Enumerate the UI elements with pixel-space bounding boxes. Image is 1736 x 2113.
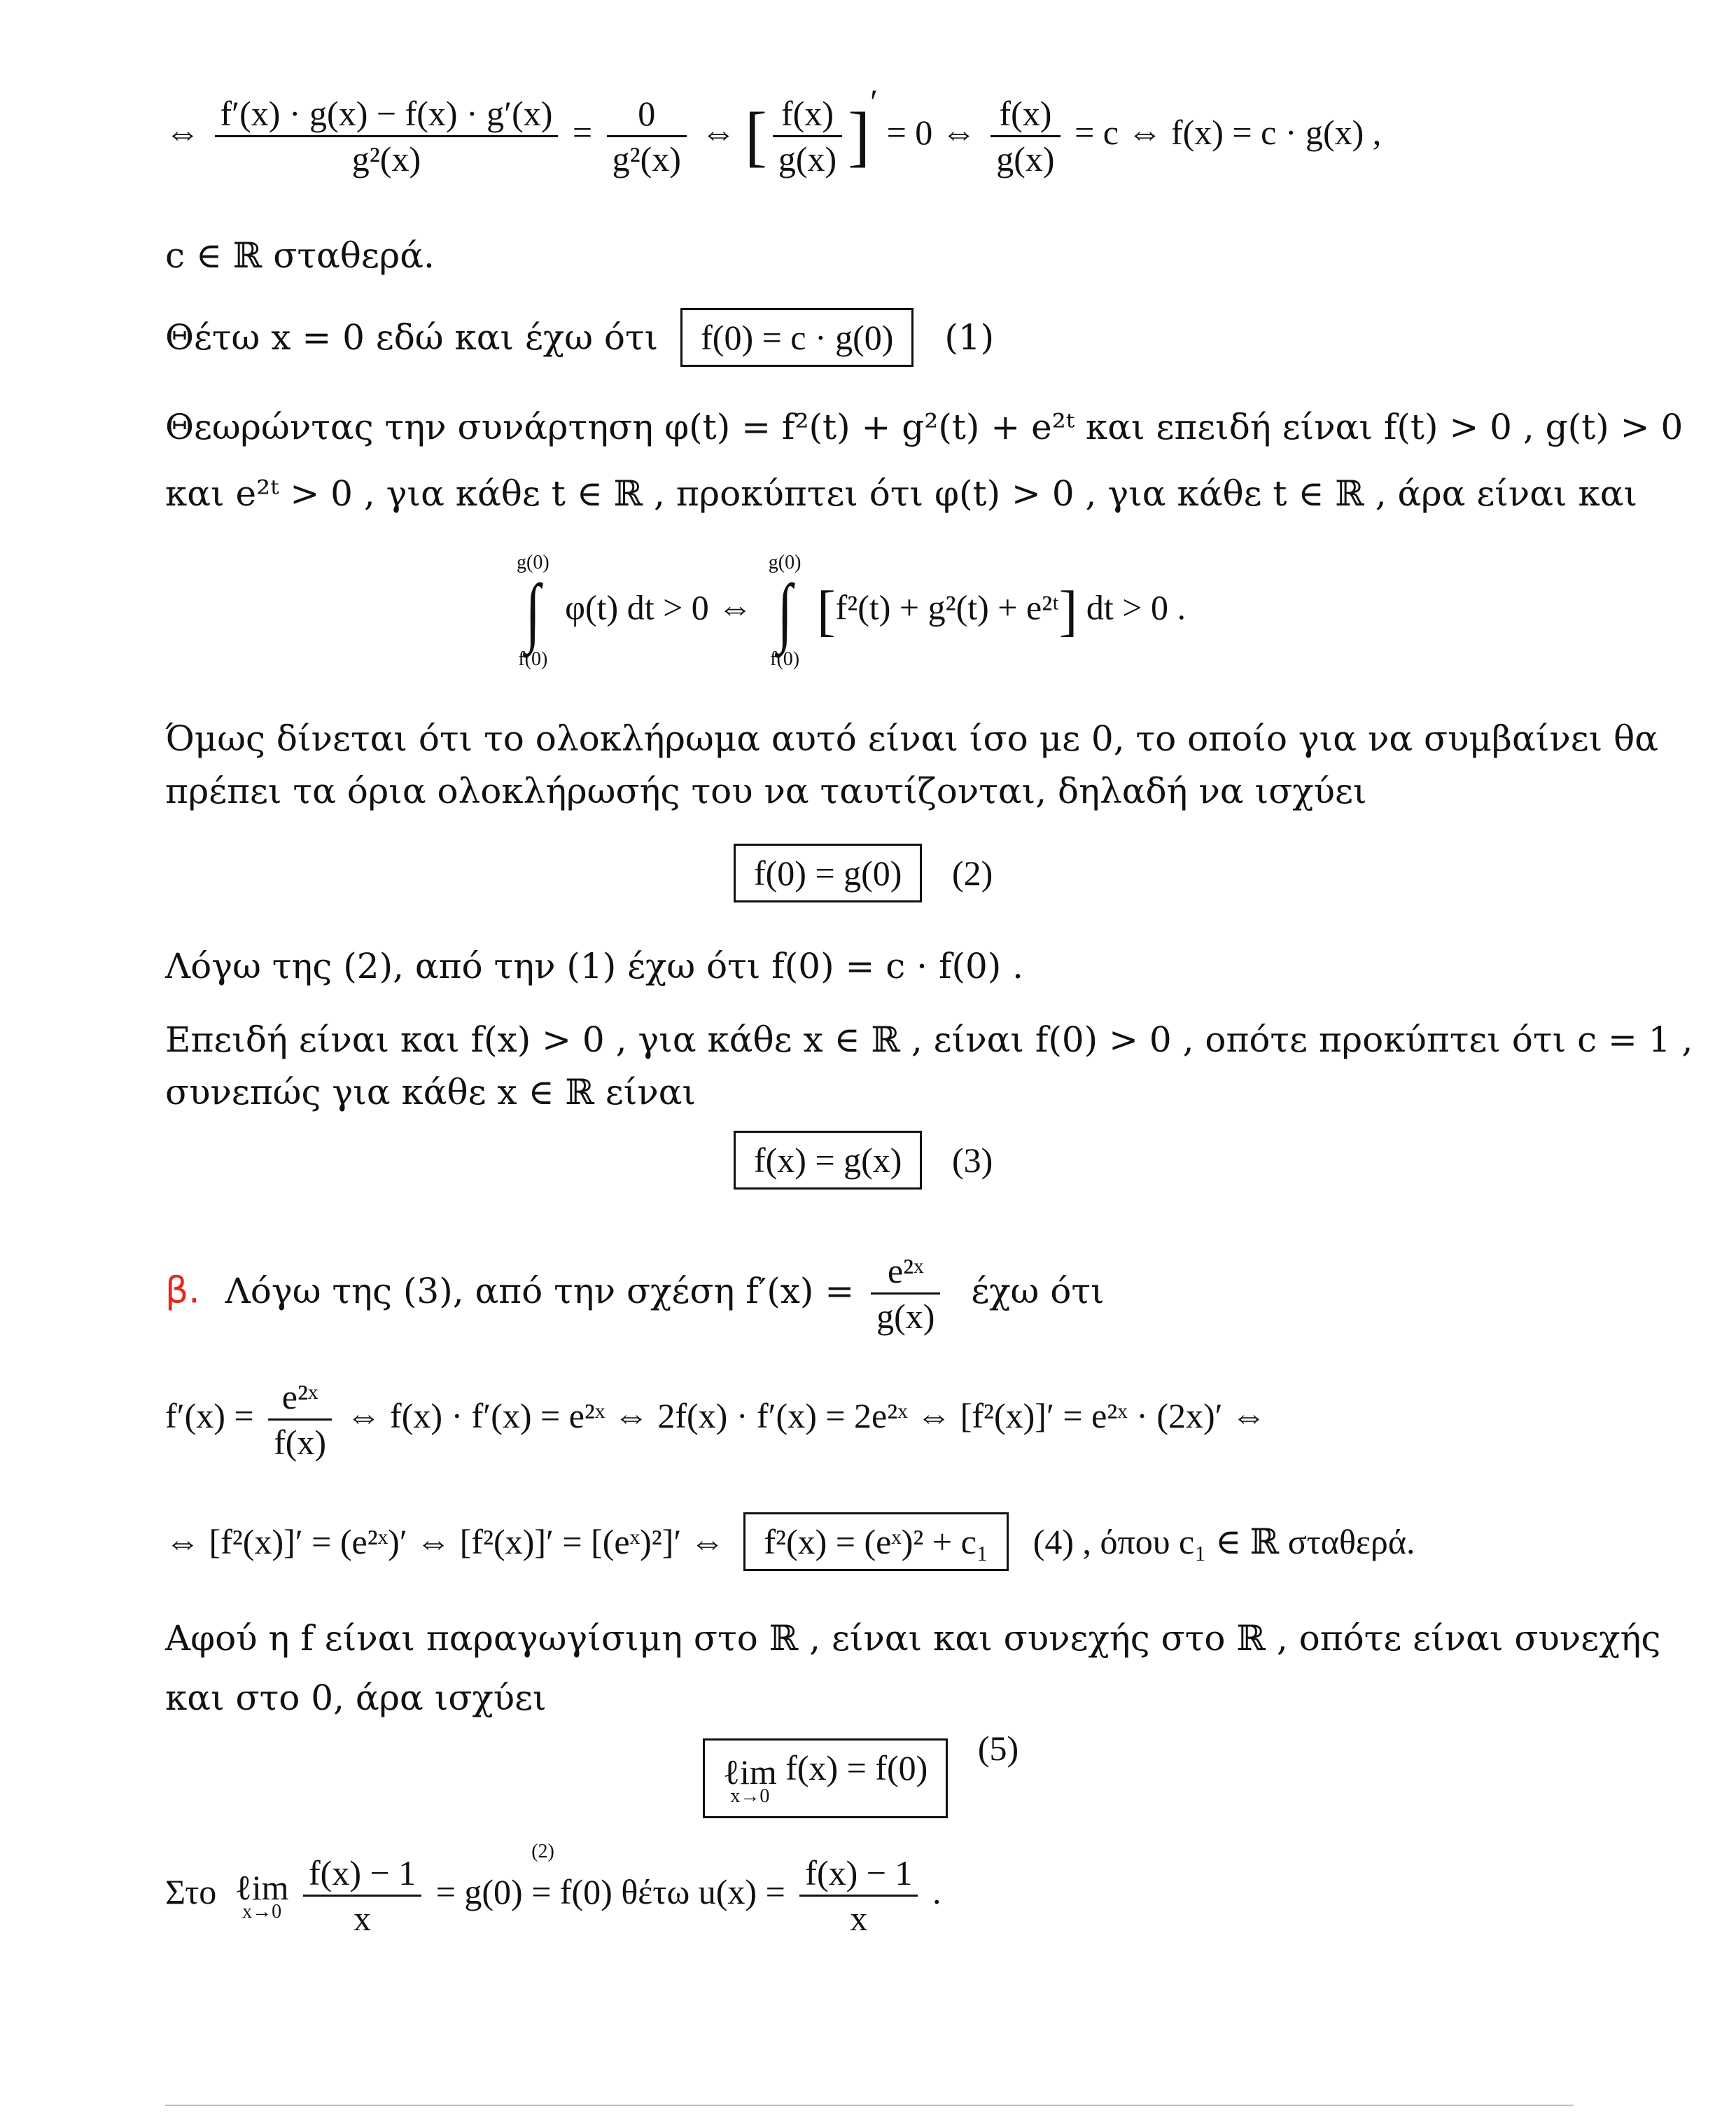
numerator: 0 — [638, 94, 656, 134]
text-line-18: και στο 0, άρα ισχύει — [165, 1678, 547, 1718]
text: Θέτω x = 0 εδώ και έχω ότι — [165, 317, 659, 358]
equation-line-20 — [165, 1840, 941, 1938]
equation-ref: (1) — [944, 317, 995, 358]
footer-rule — [165, 2105, 1574, 2106]
equation-ref: (5) — [977, 1729, 1019, 1768]
text-line-12: συνεπώς για κάθε x ∈ ℝ είναι — [165, 1072, 696, 1113]
boxed-equation-4: f²(x) = (eˣ)² + c₁ — [743, 1512, 1009, 1571]
text-line-2: c ∈ ℝ σταθερά. — [165, 235, 435, 276]
numerator: f(x) — [999, 94, 1052, 134]
equation-part: = 0 ⇔ — [886, 113, 976, 152]
text-line-5: και e²ᵗ > 0 , για κάθε t ∈ ℝ , προκύπτει ότι φ(t) > 0 , για κάθε t ∈ ℝ , άρα είναι και — [165, 473, 1638, 514]
limit-subscript: x→0 — [730, 1785, 770, 1807]
equation-part: ⇔ [f²(x)]′ = (e²ˣ)′ ⇔ [f²(x)]′ = [(eˣ)²]′ ⇔ — [165, 1522, 725, 1561]
section-label-beta: β. — [165, 1269, 200, 1312]
text: Στο — [165, 1871, 217, 1911]
denominator: g(x) — [871, 1292, 940, 1334]
fraction-f-over-g-2 — [990, 94, 1060, 179]
text-line-8: πρέπει τα όρια ολοκλήρωσής του να ταυτίζονται, δηλαδή να ισχύει — [165, 771, 1367, 811]
equation-part: = f(0) θέτω u(x) = — [531, 1871, 785, 1911]
integral-icon: ∫ — [777, 569, 792, 654]
denominator: x — [303, 1895, 421, 1936]
boxed-equation-5 — [703, 1738, 948, 1818]
equals-annotation: (2) — [531, 1840, 554, 1862]
equation-ref: (2) — [951, 853, 993, 893]
annotated-equals — [531, 1840, 785, 1911]
equiv-symbol: ⇔ — [165, 113, 200, 152]
fraction-derivative-quotient — [215, 94, 559, 179]
fraction-u-def — [799, 1855, 918, 1936]
equation-part: f(x) = f(0) — [785, 1748, 928, 1787]
text-line-11: Επειδή είναι και f(x) > 0 , για κάθε x ∈ ℝ , είναι f(0) > 0 , οπότε προκύπτει ότι c = 1 , — [165, 1019, 1693, 1060]
integral-2 — [769, 553, 802, 669]
denominator: g²(x) — [215, 135, 559, 176]
equation-line-16 — [165, 1512, 1415, 1571]
integrand: f²(t) + g²(t) + e²ᵗ — [835, 587, 1059, 627]
boxed-line-5 — [703, 1731, 1018, 1818]
text: Λόγω της (3), από την σχέση f′(x) = — [225, 1270, 855, 1311]
integral-line: g(0) ∫ f(0) φ(t) dt > 0 ⇔ g(0) ∫ f(0) [f²(t) + g²(t) + e²ᵗ] dt > 0 . — [517, 552, 1186, 670]
integral-icon: ∫ — [525, 569, 540, 654]
equation-ref: (3) — [951, 1141, 993, 1180]
limit-word: ℓim — [723, 1752, 777, 1792]
text-line-10: Λόγω της (2), από την (1) έχω ότι f(0) = c · f(0) . — [165, 946, 1024, 986]
equation-part: = g(0) — [435, 1871, 523, 1911]
boxed-equation-1: f(0) = c · g(0) — [680, 308, 913, 367]
numerator: e²ˣ — [281, 1377, 318, 1416]
denominator: g(x) — [773, 135, 842, 176]
boxed-equation-2: f(0) = g(0) — [734, 844, 922, 902]
integral-tail: dt > 0 . — [1086, 587, 1186, 627]
denominator: g(x) — [990, 135, 1060, 176]
denominator: x — [799, 1895, 918, 1936]
equation-line-1: ⇔ $\frac{f'(x) \cdot g(x) - f(x) \cdot g'(x)}{\text{g²(x)}}$ = $\frac{0}{\text{g²(x)}}$ ⇔ [ $\frac{f(x)}{g(x)}$ ]′ = 0 ⇔ $\frac{f(x)}{g(x)}$ = c ⇔ f(x) = c · g(x) , — [165, 82, 1382, 179]
text-line-4: Θεωρώντας την συνάρτηση φ(t) = f²(t) + g²(t) + e²ᵗ και επειδή είναι f(t) > 0 , g(t) > 0 — [165, 407, 1684, 447]
limit-operator — [234, 1867, 289, 1923]
numerator: f′(x) · g(x) − f(x) · g′(x) — [220, 94, 553, 134]
equation-line-15 — [165, 1379, 1266, 1460]
upper-limit: g(0) — [768, 552, 802, 573]
denominator: g²(x) — [607, 135, 687, 176]
limit-operator — [723, 1752, 777, 1807]
text-line-3 — [165, 308, 994, 367]
numerator: f(x) − 1 — [805, 1853, 913, 1892]
integral-1 — [517, 553, 550, 669]
fraction-e2x-over-g — [871, 1253, 940, 1334]
boxed-equation-3: f(x) = g(x) — [734, 1131, 922, 1190]
equation-part: f′(x) = — [165, 1395, 254, 1435]
limit-subscript: x→0 — [242, 1900, 282, 1923]
text-line-7: Όμως δίνεται ότι το ολοκλήρωμα αυτό είναι ίσο με 0, το οποίο για να συμβαίνει θα — [165, 718, 1658, 759]
boxed-line-2 — [734, 844, 993, 902]
text: έχω ότι — [971, 1270, 1105, 1311]
text-line-17: Αφού η f είναι παραγωγίσιμη στο ℝ , είναι και συνεχής στο ℝ , οπότε είναι συνεχής — [165, 1618, 1661, 1659]
upper-limit: g(0) — [517, 552, 550, 573]
numerator: f(x) − 1 — [309, 1853, 416, 1892]
limit-word: ℓim — [234, 1867, 289, 1907]
equation-part: = c ⇔ f(x) = c · g(x) , — [1074, 113, 1382, 152]
fraction-e2x-over-f — [268, 1379, 332, 1460]
numerator: e²ˣ — [887, 1251, 924, 1290]
fraction-f-over-g — [773, 94, 842, 179]
period: . — [932, 1871, 941, 1911]
lower-limit: f(0) — [770, 648, 800, 670]
section-beta-line — [165, 1253, 1105, 1334]
boxed-line-3 — [734, 1131, 993, 1190]
fraction-zero — [607, 94, 687, 179]
denominator: f(x) — [268, 1418, 332, 1460]
numerator: f(x) — [781, 94, 834, 134]
fraction-f-minus-1-over-x — [303, 1855, 421, 1936]
equation-part: (4) , όπου c₁ ∈ ℝ σταθερά. — [1032, 1522, 1415, 1561]
equation-part: ⇔ f(x) · f′(x) = e²ˣ ⇔ 2f(x) · f′(x) = 2e²ˣ ⇔ [f²(x)]′ = e²ˣ · (2x)′ ⇔ — [346, 1395, 1267, 1435]
integrand: φ(t) dt > 0 ⇔ — [565, 587, 753, 627]
lower-limit: f(0) — [518, 648, 548, 670]
